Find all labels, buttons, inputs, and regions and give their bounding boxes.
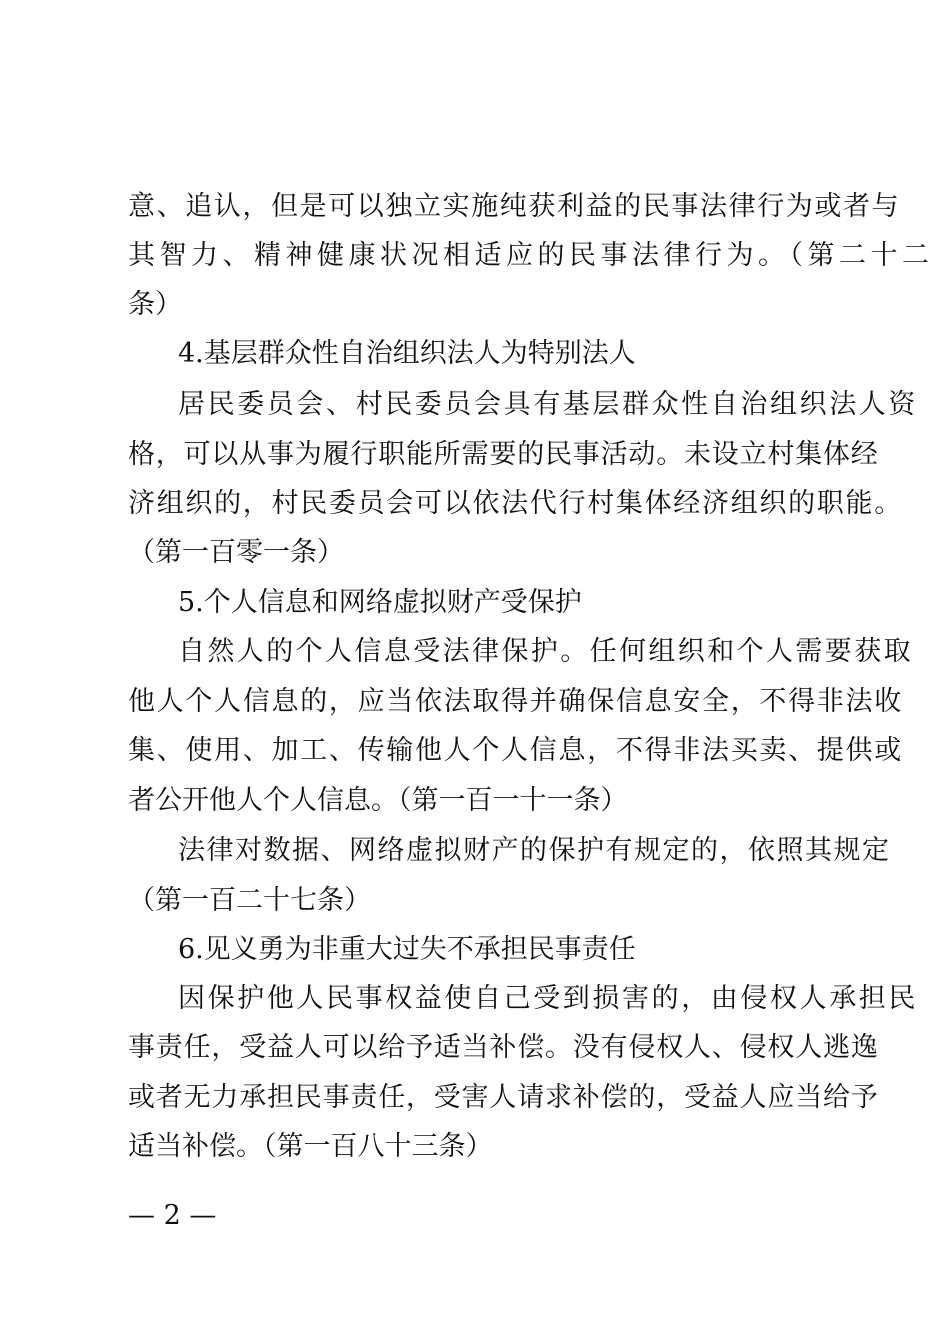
text-line: 集、使用、加工、传输他人个人信息，不得非法买卖、提供或 (128, 735, 903, 766)
section-heading: 6.见义勇为非重大过失不承担民事责任 (178, 934, 636, 965)
text-line: （第一百零一条） (128, 537, 344, 568)
text-line: 他人个人信息的，应当依法取得并确保信息安全，不得非法收 (128, 686, 903, 717)
text-line: 济组织的，村民委员会可以依法代行村集体经济组织的职能。 (128, 488, 903, 519)
text-line: 其智力、精神健康状况相适应的民事法律行为。（第二十二 (128, 240, 934, 271)
text-line: 因保护他人民事权益使自己受到损害的，由侵权人承担民 (178, 983, 918, 1014)
page-number: — 2 — (128, 1200, 217, 1231)
text-line: 自然人的个人信息受法律保护。任何组织和个人需要获取 (178, 636, 913, 667)
section-heading: 5.个人信息和网络虚拟财产受保护 (178, 587, 582, 618)
text-line: 格，可以从事为履行职能所需要的民事活动。未设立村集体经 (128, 439, 879, 470)
text-line: 适当补偿。（第一百八十三条） (128, 1131, 493, 1162)
text-line: （第一百二十七条） (128, 885, 371, 916)
section-heading: 4.基层群众性自治组织法人为特别法人 (178, 338, 636, 369)
text-line: 意、追认，但是可以独立实施纯获利益的民事法律行为或者与 (128, 191, 901, 222)
text-line: 法律对数据、网络虚拟财产的保护有规定的，依照其规定 (178, 835, 891, 866)
text-line: 事责任，受益人可以给予适当补偿。没有侵权人、侵权人逃逸 (128, 1032, 879, 1063)
text-line: 居民委员会、村民委员会具有基层群众性自治组织法人资 (178, 389, 918, 420)
text-line: 或者无力承担民事责任，受害人请求补偿的，受益人应当给予 (128, 1082, 879, 1113)
text-line: 条） (128, 289, 182, 320)
text-line: 者公开他人个人信息。（第一百一十一条） (128, 785, 628, 816)
